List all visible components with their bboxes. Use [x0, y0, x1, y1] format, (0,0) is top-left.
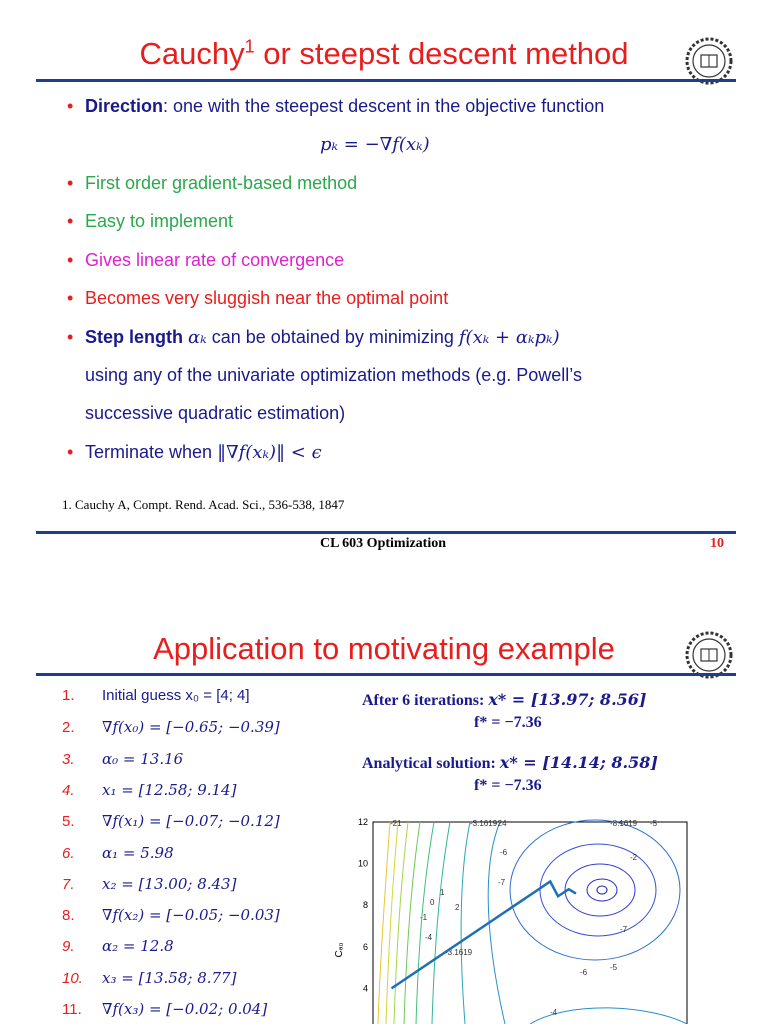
step-length-line3: successive quadratic estimation) [85, 403, 346, 423]
step-number: 10. [62, 969, 83, 987]
step-text: α₁ = 5.98 [102, 843, 174, 862]
direction-formula: pₖ = −∇f(xₖ) [320, 134, 430, 155]
contour-label: -24 [495, 819, 507, 828]
step-number: 4. [62, 781, 75, 799]
contour-label: -5 [610, 963, 618, 972]
contour-label: -6 [500, 848, 508, 857]
slide2-title: Application to motivating example [153, 631, 615, 666]
y-axis-ticks [358, 817, 368, 993]
list-item [62, 936, 174, 957]
contour-label: -7 [620, 925, 628, 934]
contour-plot [330, 810, 690, 1024]
list-item [62, 686, 250, 706]
step-number: 8. [62, 907, 75, 925]
contour-label: 0 [430, 898, 435, 907]
footer-rule [36, 531, 736, 534]
step-text: x₃ = [13.58; 8.77] [102, 968, 237, 987]
y-tick-label: 4 [362, 983, 368, 994]
contour-label: -5 [650, 819, 658, 828]
list-item [62, 717, 280, 738]
y-axis-label: Cₐ₀ [334, 942, 345, 958]
step-number: 7. [62, 875, 75, 893]
after-iterations-line: After 6 iterations: x* = [13.97; 8.56] [362, 690, 647, 709]
step-text: ∇f(x₀) = [−0.65; −0.39] [102, 718, 280, 737]
list-item [62, 999, 267, 1020]
reference-citation: 1. Cauchy A, Compt. Rend. Acad. Sci., 536-538, 1847 [62, 497, 345, 512]
contour-label: -2 [630, 853, 638, 862]
bullet-terminate: • Terminate when ‖∇f(xₖ)‖ < ϵ [67, 442, 322, 463]
contour-label: -4 [425, 933, 433, 942]
y-tick-label: 12 [357, 817, 368, 827]
after-iterations-f: f* = −7.36 [474, 714, 542, 731]
list-item [62, 874, 236, 895]
footer-page-number: 10 [710, 536, 724, 551]
step-number: 11. [62, 1001, 82, 1018]
step-text: α₀ = 13.16 [102, 749, 184, 768]
analytical-solution-line: Analytical solution: x* = [14.14; 8.58] [362, 753, 658, 772]
contour-label: -7 [498, 878, 506, 887]
contour-label: -4 [550, 1008, 558, 1017]
step-number: 1. [62, 687, 75, 704]
title-underline [36, 79, 736, 82]
analytical-solution-f: f* = −7.36 [474, 777, 542, 794]
contour-label: -3.1619 [445, 948, 473, 957]
contour-label: -21 [390, 819, 402, 828]
step-number: 2. [62, 719, 75, 737]
step-text: ∇f(x₂) = [−0.05; −0.03] [102, 906, 280, 925]
bullet-direction: • Direction: one with the steepest descent in the objective function [67, 96, 605, 116]
step-text: Initial guess x₀ = [4; 4] [102, 687, 250, 704]
list-item [62, 811, 280, 832]
contour-label: 1 [440, 888, 445, 897]
list-item [62, 905, 280, 926]
contour-label: -1 [420, 913, 428, 922]
plot-frame [373, 822, 687, 1024]
list-item [62, 749, 183, 770]
bullet-step-length: • Step length αₖ can be obtained by minimizing f(xₖ + αₖpₖ) [67, 327, 560, 348]
contour-label: 2 [455, 903, 460, 912]
step-number: 5. [62, 813, 75, 831]
y-tick-label: 10 [357, 858, 368, 869]
list-item [62, 968, 236, 989]
bullet-sluggish: • Becomes very sluggish near the optimal point [67, 288, 449, 308]
contour-label: -8.1619 [610, 819, 638, 828]
y-tick-label: 6 [362, 941, 368, 952]
step-text: α₂ = 12.8 [102, 937, 174, 956]
contour-label: -6 [580, 968, 588, 977]
step-number: 3. [62, 750, 75, 768]
bullet-easy: • Easy to implement [67, 211, 234, 231]
slide1-title: Cauchy$^1$ or steepst descent method [139, 36, 629, 71]
slide2-title-underline [36, 673, 736, 676]
step-length-line2: using any of the univariate optimization methods (e.g. Powell’s [85, 365, 582, 385]
step-text: x₁ = [12.58; 9.14] [102, 780, 237, 799]
step-number: 9. [62, 938, 75, 956]
contour-label: -3.1619 [470, 819, 498, 828]
bullet-first-order: • First order gradient-based method [67, 173, 358, 193]
list-item [62, 780, 236, 801]
y-tick-label: 8 [362, 900, 368, 911]
step-text: ∇f(x₃) = [−0.02; 0.04] [102, 1000, 268, 1018]
step-text: x₂ = [13.00; 8.43] [102, 874, 237, 893]
step-number: 6. [62, 844, 75, 862]
footer-course: CL 603 Optimization [320, 536, 447, 551]
bullet-linear-rate: • Gives linear rate of convergence [67, 250, 345, 270]
step-text: ∇f(x₁) = [−0.07; −0.12] [102, 812, 280, 831]
list-item [62, 843, 174, 864]
